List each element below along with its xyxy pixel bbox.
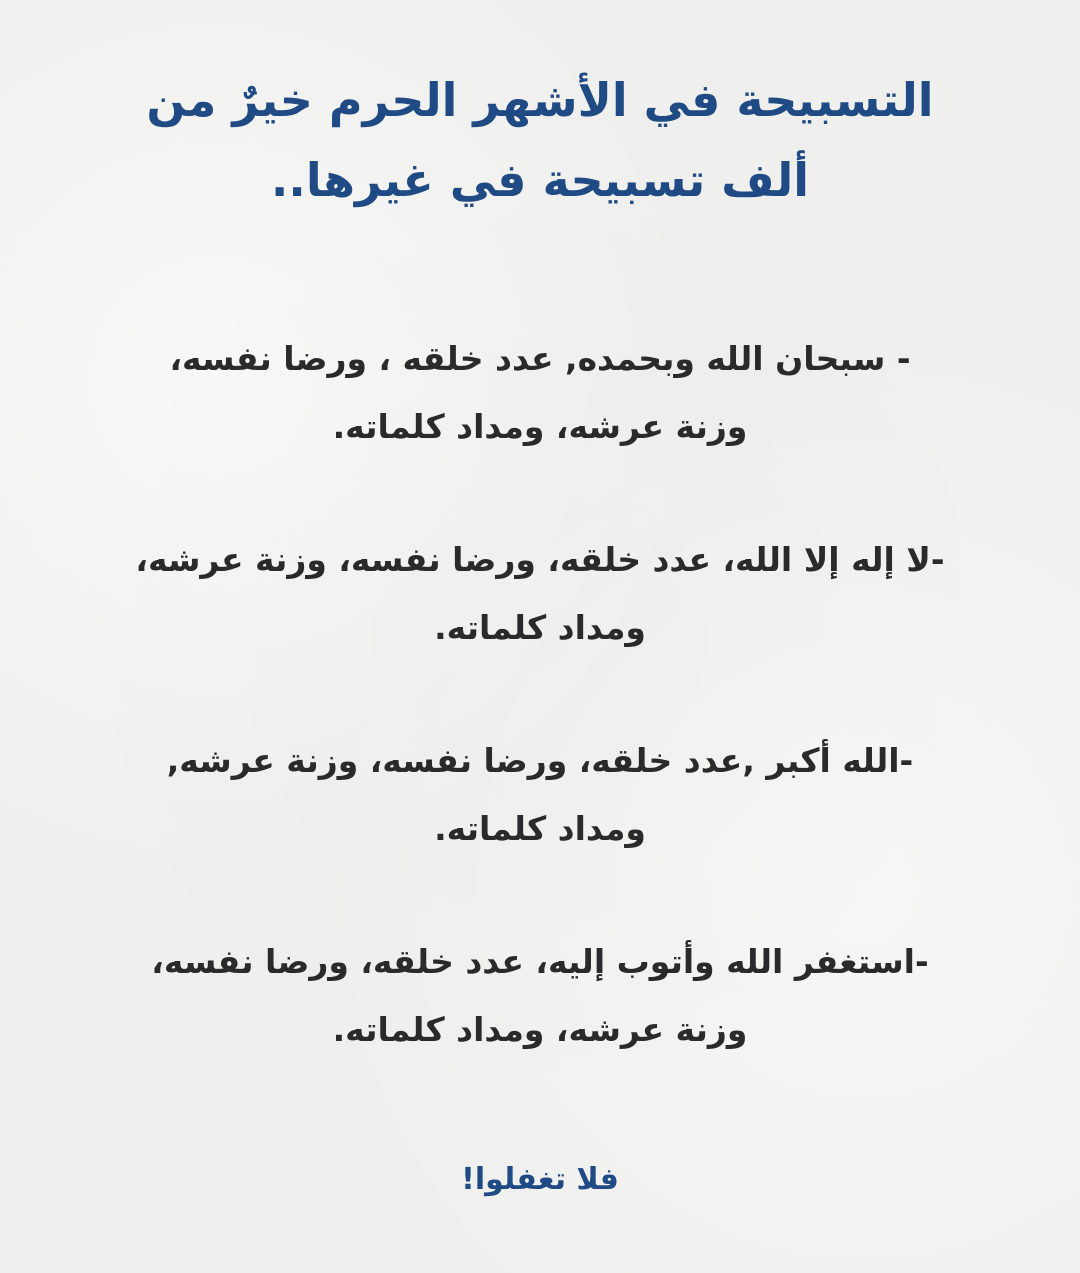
dhikr-line: وزنة عرشه، ومداد كلماته.	[332, 407, 748, 446]
dhikr-item-tahlil	[130, 526, 950, 662]
dhikr-item-istighfar	[130, 928, 950, 1064]
dhikr-list	[130, 325, 950, 1129]
closing-reminder: فلا تغفلوا!	[461, 1162, 619, 1197]
dhikr-line: - سبحان الله وبحمده, عدد خلقه ، ورضا نفسه،	[169, 339, 911, 378]
page-title	[100, 60, 980, 220]
dhikr-line: -الله أكبر ,عدد خلقه، ورضا نفسه، وزنة عرشه,	[166, 741, 914, 780]
dhikr-line: ومداد كلماته.	[434, 608, 646, 647]
title-line-2: ألف تسبيحة في غيرها..	[270, 153, 810, 207]
title-line-1: التسبيحة في الأشهر الحرم خيرٌ من	[146, 73, 934, 127]
dhikr-item-takbir	[130, 727, 950, 863]
dhikr-item-subhanallah	[130, 325, 950, 461]
dhikr-line: ومداد كلماته.	[434, 809, 646, 848]
dhikr-line: -استغفر الله وأتوب إليه، عدد خلقه، ورضا نفسه،	[151, 942, 929, 981]
dhikr-line: -لا إله إلا الله، عدد خلقه، ورضا نفسه، وزنة عرشه،	[135, 540, 945, 579]
dhikr-line: وزنة عرشه، ومداد كلماته.	[332, 1010, 748, 1049]
